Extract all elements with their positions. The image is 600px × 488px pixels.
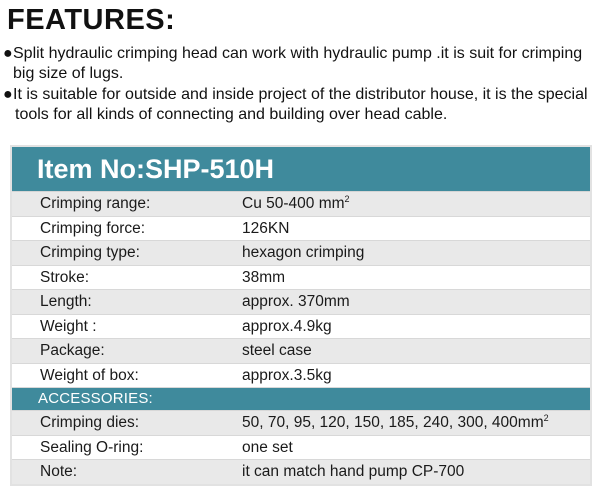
accessory-label: Note: <box>40 463 78 480</box>
feature-bullet-1-line2: big size of lugs. <box>13 65 124 82</box>
accessory-value: it can match hand pump CP-700 <box>242 463 465 480</box>
spec-row-stroke <box>12 266 590 291</box>
feature-bullet-2-line1: It is suitable for outside and inside project of the distributor house, it is the special <box>13 86 588 103</box>
spec-value: approx.4.9kg <box>242 317 332 335</box>
spec-row-crimping-range <box>12 192 590 217</box>
spec-row-crimping-type <box>12 241 590 266</box>
spec-label: Package: <box>40 342 105 359</box>
spec-label: Length: <box>40 293 92 310</box>
spec-label: Weight of box: <box>40 366 139 384</box>
accessories-header: ACCESSORIES: <box>12 388 590 411</box>
spec-label: Weight : <box>40 317 97 335</box>
spec-label: Crimping range: <box>40 195 151 212</box>
accessory-label: Crimping dies: <box>40 414 140 431</box>
feature-bullet-2-line2: tools for all kinds of connecting and building over head cable. <box>15 106 448 123</box>
spec-value: steel case <box>242 342 312 359</box>
spec-value: 38mm <box>242 268 286 286</box>
accessory-row-crimping-dies <box>12 411 590 436</box>
feature-bullet-1 <box>3 44 593 84</box>
accessory-row-note <box>12 460 590 484</box>
spec-label: Crimping force: <box>40 219 146 237</box>
bullet-dot-icon: ● <box>3 45 13 62</box>
accessory-label: Sealing O-ring: <box>40 438 144 456</box>
accessory-row-sealing-o-ring <box>12 436 590 461</box>
spec-value: approx.3.5kg <box>242 366 332 384</box>
spec-row-crimping-force <box>12 217 590 242</box>
feature-bullet-2 <box>3 85 593 125</box>
spec-row-package <box>12 339 590 364</box>
spec-value: approx. 370mm <box>242 293 350 310</box>
accessory-value: one set <box>242 438 293 456</box>
spec-table <box>10 145 592 486</box>
spec-value: Cu 50-400 $mm^2$ <box>242 194 350 212</box>
spec-label: Stroke: <box>40 268 90 286</box>
spec-row-weight-of-box <box>12 364 590 389</box>
spec-value: hexagon crimping <box>242 244 365 261</box>
spec-label: Crimping type: <box>40 244 140 261</box>
spec-row-length <box>12 290 590 315</box>
feature-bullet-1-line1: Split hydraulic crimping head can work with hydraulic pump .it is suit for crimping <box>13 45 583 62</box>
item-number-header: Item No:SHP-510H <box>12 147 590 192</box>
spec-value: 126KN <box>242 219 290 237</box>
bullet-dot-icon: ● <box>3 86 13 103</box>
features-title: FEATURES: <box>7 4 176 36</box>
accessory-value: 50, 70, 95, 120, 150, 185, 240, 300, $400mm^2$ <box>242 413 549 431</box>
spec-row-weight <box>12 315 590 340</box>
